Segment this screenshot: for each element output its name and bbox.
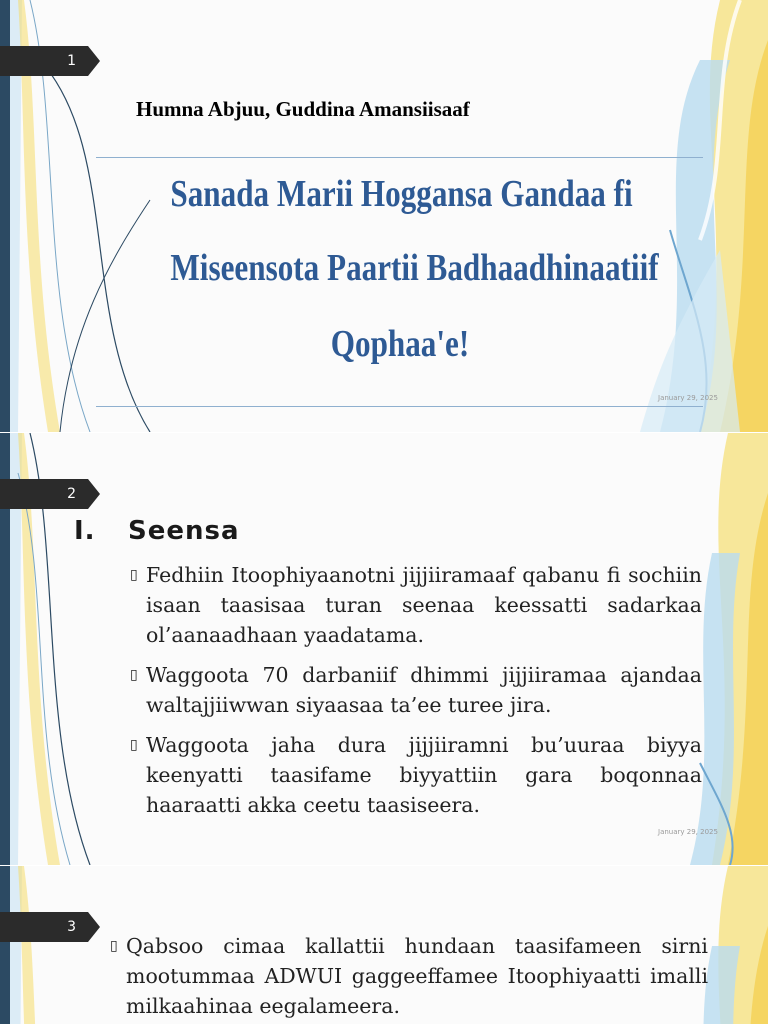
bullet-list: [130, 560, 702, 830]
section-heading: [74, 516, 240, 546]
list-item: [130, 660, 702, 720]
square-bullet-icon: ▯: [130, 567, 138, 583]
presenter-subtitle: Humna Abjuu, Guddina Amansiisaaf: [136, 97, 470, 121]
list-item: [110, 931, 708, 1021]
list-item: [130, 730, 702, 820]
bullet-text: Fedhiin Itoophiyaanotni jijjiiramaaf qabanu fi sochiin isaan taasisaa turan seenaa keessatti sadarkaa ol’aanaadhaan yaadatama.: [146, 563, 702, 647]
bullet-text: Waggoota jaha dura jijjiiramni bu’uuraa biyya keenyatti taasifame biyyattiin gara boqonnaa haaraatti akka ceetu taasiseera.: [146, 733, 702, 817]
section-numeral: I.: [74, 516, 96, 546]
slide-number-tab: [0, 46, 100, 76]
slide-title-line-2: Miseensota Paartii Badhaadhinaatiif: [170, 247, 659, 289]
slide-title-line-3: Qophaa'e!: [330, 323, 470, 365]
title-rule-top: [96, 157, 703, 158]
slide-2[interactable]: [0, 433, 768, 865]
slide-date: January 29, 2025: [658, 394, 718, 402]
square-bullet-icon: ▯: [130, 737, 138, 753]
slide-3[interactable]: [0, 866, 768, 1024]
slide-number: 1: [67, 53, 76, 69]
slide-number: 3: [67, 919, 76, 935]
square-bullet-icon: ▯: [110, 938, 118, 954]
bullet-text: Waggoota 70 darbaniif dhimmi jijjiiramaa ajandaa waltajjiiwwan siyaasaa ta’ee turee jira.: [146, 663, 702, 717]
section-title: Seensa: [128, 516, 240, 546]
square-bullet-icon: ▯: [130, 667, 138, 683]
bullet-text: Qabsoo cimaa kallattii hundaan taasifameen sirni mootummaa ADWUI gaggeeffamee Itoophiyaatti imalli milkaahinaa eegalameera.: [126, 934, 708, 1018]
list-item: [130, 560, 702, 650]
slide-number: 2: [67, 486, 76, 502]
slide-number-tab: [0, 912, 100, 942]
slide-background-decoration: [0, 0, 768, 432]
bullet-list: [110, 931, 708, 1024]
slide-number-tab: [0, 479, 100, 509]
slide-title-line-1: Sanada Marii Hoggansa Gandaa fi: [170, 173, 633, 215]
slide-1[interactable]: [0, 0, 768, 432]
title-rule-bottom: [96, 406, 703, 407]
slide-date: January 29, 2025: [658, 828, 718, 836]
